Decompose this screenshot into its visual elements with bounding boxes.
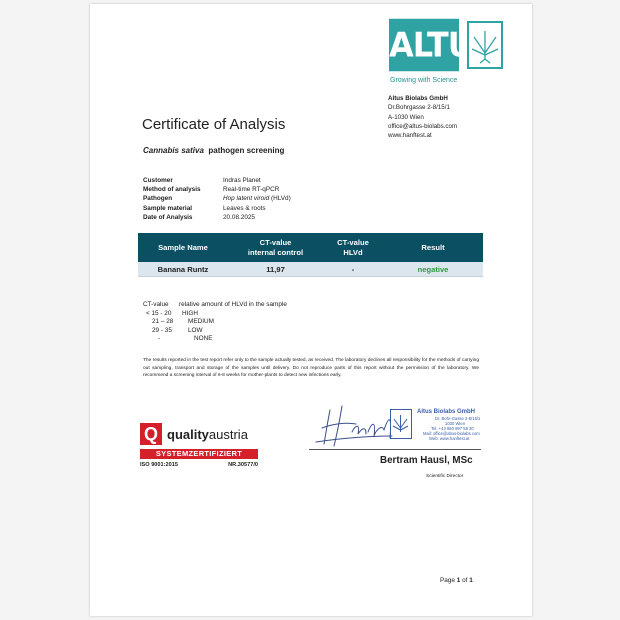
iso-standard: ISO 9001:2015 (140, 462, 178, 468)
signature-line (309, 449, 481, 450)
detail-value: Indras Planet (223, 177, 261, 184)
certification-banner: SYSTEMZERTIFIZIERT (140, 449, 258, 459)
detail-label: Date of Analysis (143, 213, 193, 221)
detail-label: Method of analysis (143, 186, 201, 194)
certificate-number: NR.30577/0 (228, 462, 258, 468)
certificate-page (90, 4, 532, 616)
stamp-line: Mail: office@altus-biolabs.com (423, 431, 480, 436)
stamp-line: Web: www.hanftest.at (429, 436, 470, 441)
company-stamp (417, 408, 480, 441)
detail-row (143, 204, 291, 213)
quality-austria-q-icon: Q (140, 423, 162, 445)
page-of: of (462, 577, 468, 584)
altus-logo: ALTUS (389, 19, 459, 72)
pathogen-abbr: (HLVd) (269, 195, 291, 203)
table-row (138, 262, 483, 277)
legend-range: 21 – 28 (152, 318, 174, 326)
signer-role: Scientific Director (426, 474, 464, 479)
legend-row (143, 327, 287, 336)
quality-word: quality (167, 427, 209, 442)
ct-internal-control-cell: 11,97 (266, 264, 285, 274)
detail-row (143, 176, 291, 185)
austria-word: austria (208, 427, 248, 442)
detail-row (143, 213, 291, 222)
legend-row (143, 318, 287, 327)
ct-value-legend (143, 301, 287, 344)
legend-level: NONE (194, 335, 213, 343)
legend-header (143, 301, 287, 310)
species-name: Cannabis sativa (143, 146, 204, 155)
legend-level: MEDIUM (188, 318, 214, 326)
detail-label: Pathogen (143, 195, 173, 203)
page-total: 1 (469, 577, 473, 584)
legend-range: 29 - 35 (152, 326, 172, 334)
legend-range: < 15 - 20 (146, 309, 172, 317)
signer-name: Bertram Hausl, MSc (380, 455, 473, 466)
lab-address (388, 94, 457, 140)
ct-hlvd-cell: - (351, 264, 355, 274)
stamp-company-name: Altus Biolabs GmbH (417, 409, 476, 415)
lab-address-line: Dr.Bohrgasse 2-8/15/1 (388, 104, 450, 112)
legend-level: HIGH (182, 309, 198, 317)
legend-range: - (158, 335, 161, 343)
legend-row (143, 310, 287, 319)
lab-name: Altus Biolabs GmbH (388, 95, 448, 102)
detail-value: 20.08.2025 (223, 213, 255, 221)
results-table (138, 233, 483, 277)
column-header-ct-hlvd (323, 233, 383, 262)
stamp-line: Tel. +43 660 997 58 20 (431, 426, 474, 431)
column-header-sample-name: Sample Name (158, 242, 208, 252)
page-number (440, 577, 473, 584)
legend-level: LOW (188, 326, 203, 334)
cannabis-leaf-icon (467, 21, 503, 69)
legend-header-ct: CT-value (143, 301, 169, 308)
logo-tagline: Growing with Science (390, 77, 458, 84)
page-current: 1 (456, 577, 461, 584)
certification-numbers (140, 462, 258, 468)
detail-value: Leaves & roots (223, 204, 266, 212)
pathogen-name: Hop latent viroid (223, 195, 270, 203)
column-header-ct-internal-control (228, 233, 323, 262)
legend-row (143, 335, 287, 344)
detail-row (143, 194, 291, 203)
lab-address-line: A-1030 Wien (388, 113, 424, 121)
detail-value (223, 194, 291, 203)
detail-label: Customer (143, 177, 173, 184)
analysis-details (143, 176, 291, 222)
header-text: CT-value internal control (247, 237, 304, 257)
legend-header-amount: relative amount of HLVd in the sample (179, 301, 287, 308)
sample-name-cell: Banana Runtz (157, 264, 209, 274)
page-label: Page (440, 577, 455, 584)
lab-email: office@altus-biolabs.com (388, 122, 458, 130)
detail-row (143, 185, 291, 194)
subtitle-text: pathogen screening (208, 146, 285, 155)
stamp-line: 1030 Wien (445, 421, 466, 426)
header-text: CT-value HLVd (337, 237, 369, 257)
detail-label: Sample material (143, 204, 193, 212)
lab-website: www.hanftest.at (388, 132, 432, 140)
document-subtitle (143, 146, 284, 155)
stamp-line: Dr. Bohr-Gasse 2-8/15/1 (435, 416, 481, 421)
detail-value: Real-time RT-qPCR (223, 186, 280, 194)
document-title: Certificate of Analysis (142, 116, 286, 133)
stamp-leaf-icon (390, 409, 412, 439)
result-cell: negative (417, 264, 449, 274)
results-table-header (138, 233, 483, 262)
disclaimer-text: The results reported in the test report refer only to the sample actually tested, as received. The laboratory declines all responsibility for the methods of carrying out sampling, transport and storage of the samples until delivery. Do not reproduce parts of this report without the permission of the laboratory. We recommend a screening interval of 6-8 weeks for mother-plants to detect new infections early. (143, 358, 479, 378)
column-header-result: Result (421, 242, 445, 252)
quality-austria-name (167, 427, 248, 442)
